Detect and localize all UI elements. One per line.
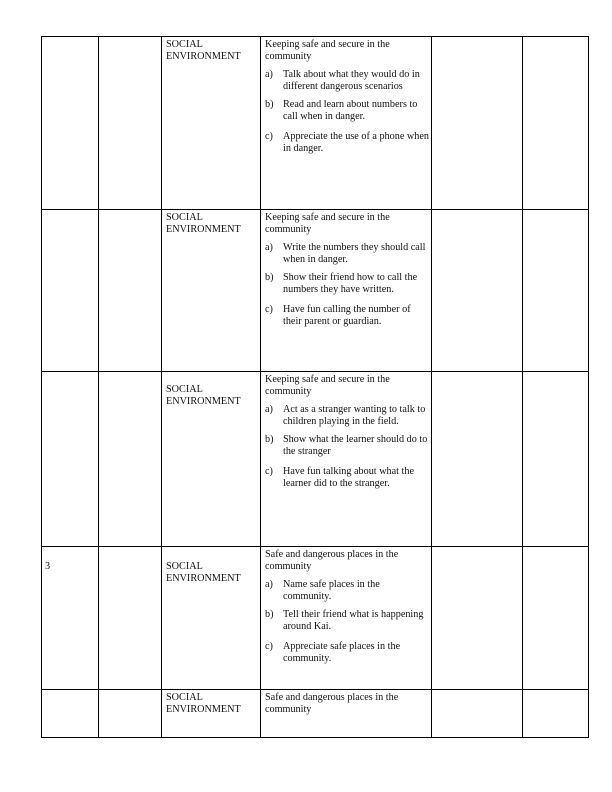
sub-strand-cell — [261, 547, 432, 690]
strand-cell — [162, 690, 261, 738]
table-row — [42, 372, 589, 547]
remarks-cell — [523, 690, 589, 738]
outcome-item: b) Read and learn about numbers to call when in danger. — [265, 99, 418, 122]
sub-strand-cell — [261, 210, 432, 372]
table-row — [42, 37, 589, 210]
lesson-cell — [99, 210, 162, 372]
table-row — [42, 690, 589, 738]
table-row — [42, 547, 589, 690]
activities-cell — [432, 372, 523, 547]
strand-cell — [162, 37, 261, 210]
sub-strand-title: Safe and dangerous places in the community — [265, 692, 399, 715]
strand-cell — [162, 210, 261, 372]
strand-text: SOCIAL ENVIRONMENT — [166, 561, 241, 584]
outcome-item: b) Show their friend how to call the numbers they have written. — [265, 272, 418, 295]
strand-text: SOCIAL ENVIRONMENT — [166, 212, 241, 235]
activities-cell — [432, 690, 523, 738]
outcome-item: c) Appreciate the use of a phone when in danger. — [265, 131, 429, 154]
outcome-item: c) Have fun calling the number of their parent or guardian. — [265, 304, 411, 327]
lesson-cell — [99, 690, 162, 738]
outcome-item: c) Appreciate safe places in the community. — [265, 641, 401, 664]
outcome-item: b) Show what the learner should do to the stranger — [265, 434, 428, 457]
strand-cell — [162, 547, 261, 690]
week-cell — [42, 547, 99, 690]
sub-strand-cell — [261, 37, 432, 210]
week-cell — [42, 210, 99, 372]
outcome-item: a) Write the numbers they should call when in danger. — [265, 242, 426, 265]
remarks-cell — [523, 210, 589, 372]
lesson-plan-table — [41, 36, 589, 738]
strand-text: SOCIAL ENVIRONMENT — [166, 39, 241, 62]
outcome-item: a) Act as a stranger wanting to talk to children playing in the field. — [265, 404, 426, 427]
outcome-item: c) Have fun talking about what the learner did to the stranger. — [265, 466, 414, 489]
sub-strand-title: Keeping safe and secure in the community — [265, 212, 390, 235]
week-cell — [42, 690, 99, 738]
remarks-cell — [523, 372, 589, 547]
sub-strand-cell — [261, 690, 432, 738]
lesson-cell — [99, 37, 162, 210]
sub-strand-title: Keeping safe and secure in the community — [265, 39, 390, 62]
sub-strand-title: Safe and dangerous places in the community — [265, 549, 399, 572]
week-number: 3 — [45, 561, 51, 572]
remarks-cell — [523, 37, 589, 210]
outcome-item: b) Tell their friend what is happening around Kai. — [265, 609, 424, 632]
activities-cell — [432, 37, 523, 210]
week-cell — [42, 37, 99, 210]
activities-cell — [432, 210, 523, 372]
activities-cell — [432, 547, 523, 690]
week-cell — [42, 372, 99, 547]
sub-strand-cell — [261, 372, 432, 547]
outcome-item: a) Talk about what they would do in different dangerous scenarios — [265, 69, 420, 92]
strand-cell — [162, 372, 261, 547]
lesson-cell — [99, 372, 162, 547]
strand-text: SOCIAL ENVIRONMENT — [166, 384, 241, 407]
outcome-item: a) Name safe places in the community. — [265, 579, 380, 602]
lesson-cell — [99, 547, 162, 690]
remarks-cell — [523, 547, 589, 690]
strand-text: SOCIAL ENVIRONMENT — [166, 692, 241, 715]
sub-strand-title: Keeping safe and secure in the community — [265, 374, 390, 397]
table-row — [42, 210, 589, 372]
